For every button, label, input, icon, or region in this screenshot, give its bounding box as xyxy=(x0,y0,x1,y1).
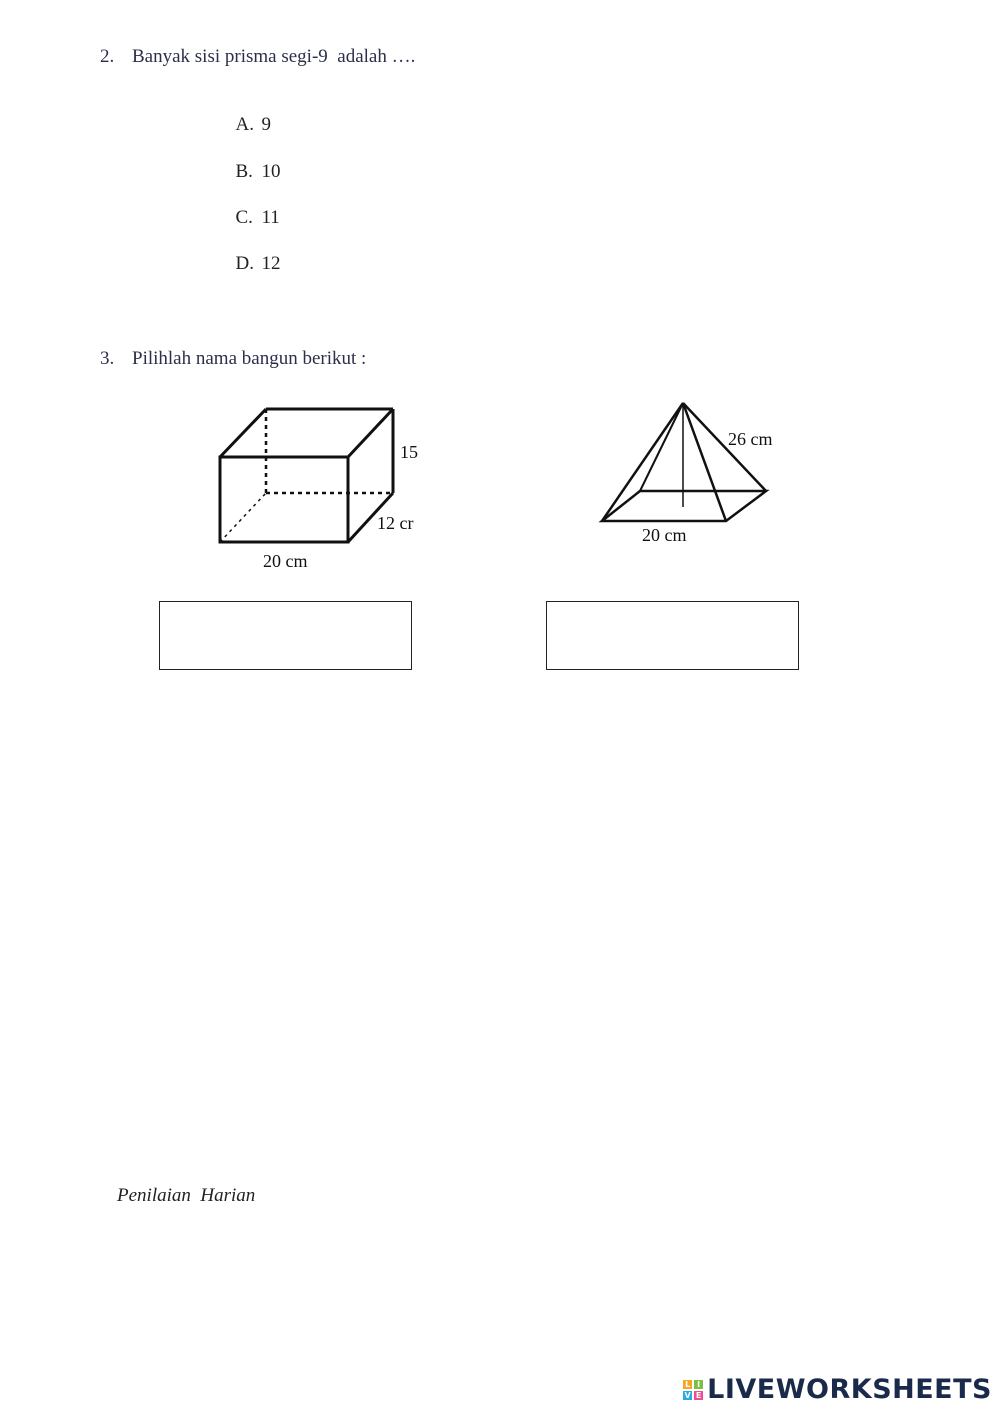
option-value: 11 xyxy=(261,207,280,228)
pyramid-edge xyxy=(602,403,683,521)
box-height-label: 15 xyxy=(400,442,418,462)
question-2-number: 2. xyxy=(100,46,115,67)
option-b[interactable] xyxy=(226,139,281,183)
pyramid-base-label: 20 cm xyxy=(642,525,687,545)
option-d[interactable] xyxy=(226,231,281,275)
option-letter: C. xyxy=(235,207,253,228)
pyramid-edge xyxy=(683,403,726,521)
box-width-label: 20 cm xyxy=(263,551,308,571)
box-front-face xyxy=(220,457,348,542)
answer-box-1[interactable] xyxy=(159,601,412,670)
option-a[interactable] xyxy=(226,92,271,136)
liveworksheets-logo[interactable] xyxy=(683,1374,992,1405)
pyramid-slant-label: 26 cm xyxy=(728,429,773,449)
pyramid-edge xyxy=(640,403,683,491)
question-3-number: 3. xyxy=(100,348,115,369)
question-2-text: Banyak sisi prisma segi-9 adalah …. xyxy=(132,46,416,67)
answer-box-2[interactable] xyxy=(546,601,799,670)
option-letter: D. xyxy=(235,253,254,274)
box-edge xyxy=(348,409,393,457)
option-letter: A. xyxy=(235,114,254,135)
logo-tile: E xyxy=(695,1390,702,1400)
option-value: 12 xyxy=(261,253,281,274)
box-edge xyxy=(220,409,266,457)
liveworksheets-icon xyxy=(683,1380,703,1400)
logo-tile: V xyxy=(684,1390,691,1400)
box-depth-label: 12 cr xyxy=(377,513,414,533)
liveworksheets-wordmark: LIVEWORKSHEETS xyxy=(707,1374,992,1405)
logo-tile: L xyxy=(685,1379,691,1389)
pyramid-figure xyxy=(590,395,800,555)
footer-note: Penilaian Harian xyxy=(117,1185,256,1206)
option-value: 9 xyxy=(261,114,271,135)
option-c[interactable] xyxy=(226,185,280,229)
question-3-text: Pilihlah nama bangun berikut : xyxy=(132,348,367,369)
box-figure xyxy=(205,395,427,575)
box-hidden-edge xyxy=(220,493,266,542)
pyramid-base xyxy=(602,491,766,521)
logo-tile: I xyxy=(694,1380,703,1389)
option-letter: B. xyxy=(235,161,253,182)
option-value: 10 xyxy=(261,161,281,182)
